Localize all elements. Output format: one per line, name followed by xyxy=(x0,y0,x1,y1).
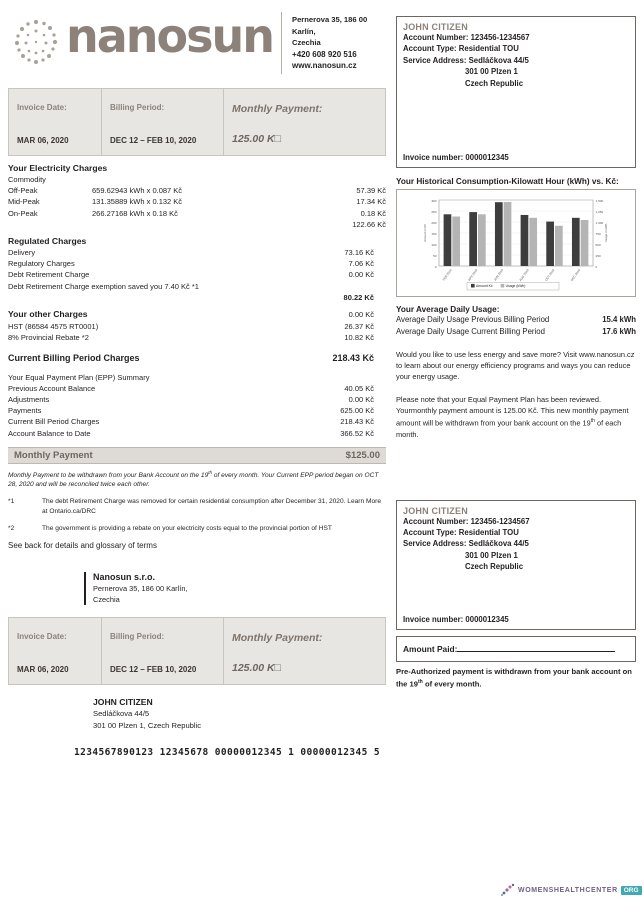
see-back-note: See back for details and glossary of terms xyxy=(8,540,157,550)
svg-text:Usage (kWh): Usage (kWh) xyxy=(505,284,526,288)
svg-text:DEC 2019: DEC 2019 xyxy=(569,268,581,282)
epp-row-name: Account Balance to Date xyxy=(8,428,91,438)
epp-row-name: Payments xyxy=(8,406,42,416)
service-address-line3: Czech Republic xyxy=(465,78,524,88)
other-charges-title-row xyxy=(8,309,386,321)
billing-period-label: Billing Period: xyxy=(110,103,165,112)
invoice-number-row xyxy=(403,153,509,162)
epp-review-sup: th xyxy=(590,418,595,425)
left-column xyxy=(8,8,386,758)
remittance-customer xyxy=(93,697,386,732)
remittance-summary-band xyxy=(8,617,386,685)
stub-service-address-row2 xyxy=(403,550,629,561)
preauthorized-note-part2: of every month. xyxy=(422,679,482,689)
svg-text:250: 250 xyxy=(431,209,437,214)
company-address-line1: Pernerova 35, 186 00 Karlín, xyxy=(292,15,368,36)
average-usage-row-previous xyxy=(396,314,636,326)
epp-review-message xyxy=(396,394,636,439)
table-row xyxy=(8,332,386,343)
preauthorized-note xyxy=(396,666,636,690)
stub-invoice-number-value: 0000012345 xyxy=(465,614,509,624)
epp-row-amount: 366.52 Kč xyxy=(340,428,374,438)
table-row xyxy=(8,185,386,196)
stub-service-address-row xyxy=(403,538,629,549)
stub-account-holder-name: JOHN CITIZEN xyxy=(403,505,468,516)
average-usage-previous-label: Average Daily Usage Previous Billing Period xyxy=(396,315,550,324)
svg-text:300: 300 xyxy=(431,198,437,203)
monthly-payment-bar-amount: $125.00 xyxy=(345,449,380,461)
charge-name: 8% Provincial Rebate *2 xyxy=(8,333,89,343)
invoice-date-value: MAR 06, 2020 xyxy=(17,136,69,145)
amount-paid-label: Amount Paid: xyxy=(403,643,458,654)
electricity-charges-title: Your Electricity Charges xyxy=(8,163,108,173)
footnote-2 xyxy=(8,524,386,534)
withdrawal-note-sup: th xyxy=(208,469,212,475)
company-address xyxy=(292,8,386,72)
stub-invoice-number-row xyxy=(403,615,509,624)
invoice-date-cell xyxy=(9,89,101,155)
regulated-charges-title: Regulated Charges xyxy=(8,236,87,247)
epp-row-name: Adjustments xyxy=(8,395,50,405)
epp-row-amount: 0.00 Kč xyxy=(348,395,374,405)
monthly-payment-bar-label: Monthly Payment xyxy=(14,449,93,461)
current-billing-total-row xyxy=(8,350,386,366)
preauthorized-note-sup: th xyxy=(417,678,423,685)
charge-amount: 7.06 Kč xyxy=(348,259,374,269)
average-usage-current-label: Average Daily Usage Current Billing Period xyxy=(396,326,545,336)
commodity-subtotal: 122.66 Kč xyxy=(352,219,386,229)
other-charges-title: Your other Charges xyxy=(8,309,88,320)
invoice-number-value: 0000012345 xyxy=(465,153,509,162)
remittance-company-addr2: Czechia xyxy=(93,594,120,604)
svg-text:0: 0 xyxy=(434,264,437,269)
svg-text:250: 250 xyxy=(595,253,601,258)
charge-amount: 10.82 Kč xyxy=(344,333,374,343)
svg-text:0: 0 xyxy=(595,264,598,269)
company-address-line2: Czechia xyxy=(292,38,321,47)
account-type-label: Account Type: xyxy=(403,44,457,54)
charges-section xyxy=(8,163,386,439)
remit-invoice-date-label: Invoice Date: xyxy=(17,631,67,641)
historical-consumption-chart xyxy=(396,189,636,297)
svg-text:APR 2019: APR 2019 xyxy=(467,268,479,282)
account-info-box xyxy=(396,16,636,168)
preauthorized-note-part1: Pre-Authorized payment is withdrawn from your bank account on the 19 xyxy=(396,666,632,689)
remittance-customer-addr1: Sedláčkova 44/5 xyxy=(93,709,150,719)
chart-svg xyxy=(399,194,633,294)
watermark xyxy=(500,882,642,898)
amount-paid-input[interactable] xyxy=(457,643,615,652)
svg-text:1,250: 1,250 xyxy=(595,209,604,214)
table-row xyxy=(8,258,386,269)
stub-service-address-line1: Sedláčkova 44/5 xyxy=(468,539,529,549)
charge-amount: 17.34 Kč xyxy=(356,197,386,207)
svg-text:Amount in Kč: Amount in Kč xyxy=(423,224,427,242)
remit-monthly-payment-cell xyxy=(223,618,385,684)
remittance-customer-name: JOHN CITIZEN xyxy=(93,696,153,707)
other-charges-title-amount: 0.00 Kč xyxy=(348,310,374,320)
remit-billing-period-value: DEC 12 – FEB 10, 2020 xyxy=(110,664,197,674)
commodity-label: Commodity xyxy=(8,175,46,184)
svg-text:Amount Kč: Amount Kč xyxy=(476,284,493,288)
svg-text:500: 500 xyxy=(595,242,601,247)
commodity-label-row xyxy=(8,174,386,185)
micr-line: 1234567890123 12345678 00000012345 1 00000012345 5 xyxy=(74,747,380,759)
svg-text:200: 200 xyxy=(431,220,437,225)
watermark-text: WOMENSHEALTHCENTER xyxy=(518,886,618,894)
remit-invoice-date-cell xyxy=(9,618,101,684)
svg-text:OCT 2019: OCT 2019 xyxy=(544,268,556,282)
epp-summary-title: Your Equal Payment Plan (EPP) Summary xyxy=(8,372,150,382)
regulated-subtotal-row xyxy=(8,292,386,303)
stub-service-address-line3: Czech Republic xyxy=(465,562,524,572)
stub-account-number-label: Account Number: xyxy=(403,516,469,526)
chart-title: Your Historical Consumption-Kilowatt Hour (kWh) vs. Kč: xyxy=(396,177,619,186)
summary-band xyxy=(8,88,386,156)
billing-period-value: DEC 12 – FEB 10, 2020 xyxy=(110,136,197,145)
remit-billing-period-cell xyxy=(101,618,223,684)
monthly-payment-label: Monthly Payment: xyxy=(232,103,323,115)
save-energy-message: Would you like to use less energy and save more? Visit www.nanosun.cz to learn about our energy efficiency programs and ways you can reduce your energy usage. xyxy=(396,350,635,382)
account-number-value: 123456-1234567 xyxy=(470,33,530,42)
charge-name: Debt Retirement Charge xyxy=(8,270,90,280)
payment-stub-account-box xyxy=(396,500,636,630)
remittance-customer-addr2: 301 00 Plzen 1, Czech Republic xyxy=(93,720,202,730)
service-address-line1: Sedláčkova 44/5 xyxy=(468,55,529,65)
remittance-company-addr1: Pernerova 35, 186 00 Karlín, xyxy=(93,583,188,593)
footnote-2-text: The government is providing a rebate on your electricity costs equal to the provincial portion of HST xyxy=(42,525,332,533)
average-usage-title: Your Average Daily Usage: xyxy=(396,305,500,314)
stub-service-address-label: Service Address: xyxy=(403,539,467,549)
average-usage-current-value: 17.6 kWh xyxy=(602,326,636,336)
charge-name: HST (86584 4575 RT0001) xyxy=(8,322,99,332)
account-type-row xyxy=(403,43,629,54)
table-row xyxy=(8,416,386,427)
stub-invoice-number-label: Invoice number: xyxy=(403,614,464,624)
svg-text:Usage in kWh: Usage in kWh xyxy=(604,223,608,243)
svg-text:50: 50 xyxy=(433,253,437,258)
commodity-subtotal-row xyxy=(8,219,386,230)
company-header xyxy=(8,8,386,82)
exemption-note-row xyxy=(8,281,386,292)
svg-text:100: 100 xyxy=(431,242,437,247)
right-column xyxy=(396,16,636,689)
regulated-subtotal: 80.22 Kč xyxy=(343,292,374,302)
remit-billing-period-label: Billing Period: xyxy=(110,631,165,641)
table-row xyxy=(8,428,386,439)
billing-period-cell xyxy=(101,89,223,155)
charge-detail: 266.27168 kWh x 0.18 Kč xyxy=(92,208,178,218)
monthly-payment-bar xyxy=(8,447,386,464)
epp-row-amount: 218.43 Kč xyxy=(340,417,374,427)
company-website[interactable]: www.nanosun.cz xyxy=(292,61,357,70)
footnote-1-key: *1 xyxy=(8,498,15,506)
current-billing-total-label: Current Billing Period Charges xyxy=(8,352,140,363)
epp-summary-title-row xyxy=(8,372,386,383)
stub-account-type-label: Account Type: xyxy=(403,528,457,538)
remit-monthly-payment-value: 125.00 K□ xyxy=(232,661,281,674)
monthly-payment-value: 125.00 K□ xyxy=(232,133,281,145)
nanosun-logo-icon xyxy=(8,14,64,70)
company-wordmark: nanosun xyxy=(66,9,274,63)
svg-text:FEB 2019: FEB 2019 xyxy=(441,268,453,282)
charge-name: On-Peak xyxy=(8,208,38,218)
service-address-line2: 301 00 Plzen 1 xyxy=(465,67,518,77)
epp-row-amount: 40.05 Kč xyxy=(344,383,374,393)
epp-row-amount: 625.00 Kč xyxy=(340,406,374,416)
epp-row-name: Previous Account Balance xyxy=(8,383,96,393)
charge-name: Delivery xyxy=(8,248,36,258)
stub-account-number-value: 123456-1234567 xyxy=(470,516,530,526)
svg-text:AUG 2019: AUG 2019 xyxy=(518,268,530,283)
svg-text:750: 750 xyxy=(595,231,601,236)
header-divider xyxy=(281,12,282,74)
charge-amount: 26.37 Kč xyxy=(344,322,374,332)
charge-name: Mid-Peak xyxy=(8,197,40,207)
svg-text:1,000: 1,000 xyxy=(595,220,604,225)
stub-account-type-value: Residential TOU xyxy=(458,528,519,538)
table-row xyxy=(8,208,386,219)
account-number-row xyxy=(403,32,629,43)
epp-row-name: Current Bill Period Charges xyxy=(8,417,100,427)
remit-monthly-payment-label: Monthly Payment: xyxy=(232,631,323,644)
service-address-label: Service Address: xyxy=(403,55,467,65)
stub-service-address-line2: 301 00 Plzen 1 xyxy=(465,550,518,560)
watermark-badge: ORG xyxy=(621,886,642,895)
charge-amount: 73.16 Kč xyxy=(344,248,374,258)
epp-review-part2: of each month. xyxy=(396,418,622,439)
charge-name: Off-Peak xyxy=(8,186,38,196)
withdrawal-note xyxy=(8,468,386,489)
amount-paid-box[interactable] xyxy=(396,636,636,662)
charge-detail: 131.35889 kWh x 0.132 Kč xyxy=(92,197,183,207)
company-phone: +420 608 920 516 xyxy=(292,49,357,59)
table-row xyxy=(8,405,386,416)
account-type-value: Residential TOU xyxy=(458,44,519,54)
footnote-2-key: *2 xyxy=(8,525,15,533)
watermark-icon xyxy=(500,882,518,898)
svg-text:150: 150 xyxy=(431,231,437,236)
current-billing-total-amount: 218.43 Kč xyxy=(332,352,374,363)
table-row xyxy=(8,196,386,207)
table-row xyxy=(8,321,386,332)
charge-name: Regulatory Charges xyxy=(8,259,75,269)
account-holder-name: JOHN CITIZEN xyxy=(403,22,468,32)
withdrawal-note-part2: of every month. Your Current EPP period began on OCT 28, 2020 and will be reconciled twice each other. xyxy=(8,472,379,489)
average-usage-previous-value: 15.4 kWh xyxy=(602,315,636,324)
svg-text:1,500: 1,500 xyxy=(595,198,604,203)
service-address-row xyxy=(403,55,629,66)
table-row xyxy=(8,383,386,394)
stub-account-type-row xyxy=(403,527,629,538)
invoice-number-label: Invoice number: xyxy=(403,153,464,162)
svg-text:JUN 2019: JUN 2019 xyxy=(493,268,504,282)
table-row xyxy=(8,269,386,280)
epp-review-part1: Please note that your Equal Payment Plan has been reviewed. Yourmonthly payment amount is 125.00 Kč. This new monthly payment amount will be withdrawn from your bank account on the 19 xyxy=(396,395,629,428)
footnote-1 xyxy=(8,497,386,516)
table-row xyxy=(8,394,386,405)
exemption-note: Debt Retirement Charge exemption saved you 7.40 Kč *1 xyxy=(8,281,199,291)
service-address-row3 xyxy=(403,78,629,89)
remittance-company xyxy=(8,572,386,605)
account-number-label: Account Number: xyxy=(403,33,469,42)
stub-account-number-row xyxy=(403,516,629,527)
average-usage-row-current xyxy=(396,326,636,338)
footnote-1-text: The debt Retirement Charge was removed for certain residential consumption after December 31, 2020. Learn More at Ontario.ca/DRC xyxy=(42,498,382,515)
monthly-payment-cell xyxy=(223,89,385,155)
remittance-company-name: Nanosun s.r.o. xyxy=(93,571,156,582)
charge-detail: 659.62943 kWh x 0.087 Kč xyxy=(92,186,183,196)
table-row xyxy=(8,247,386,258)
remit-invoice-date-value: MAR 06, 2020 xyxy=(17,664,69,674)
stub-service-address-row3 xyxy=(403,561,629,572)
charge-amount: 0.18 Kč xyxy=(360,208,386,218)
invoice-date-label: Invoice Date: xyxy=(17,103,67,112)
charge-amount: 0.00 Kč xyxy=(348,270,374,280)
charge-amount: 57.39 Kč xyxy=(356,186,386,196)
withdrawal-note-part1: Monthly Payment to be withdrawn from your Bank Account on the 19 xyxy=(8,472,209,480)
service-address-row2 xyxy=(403,66,629,77)
